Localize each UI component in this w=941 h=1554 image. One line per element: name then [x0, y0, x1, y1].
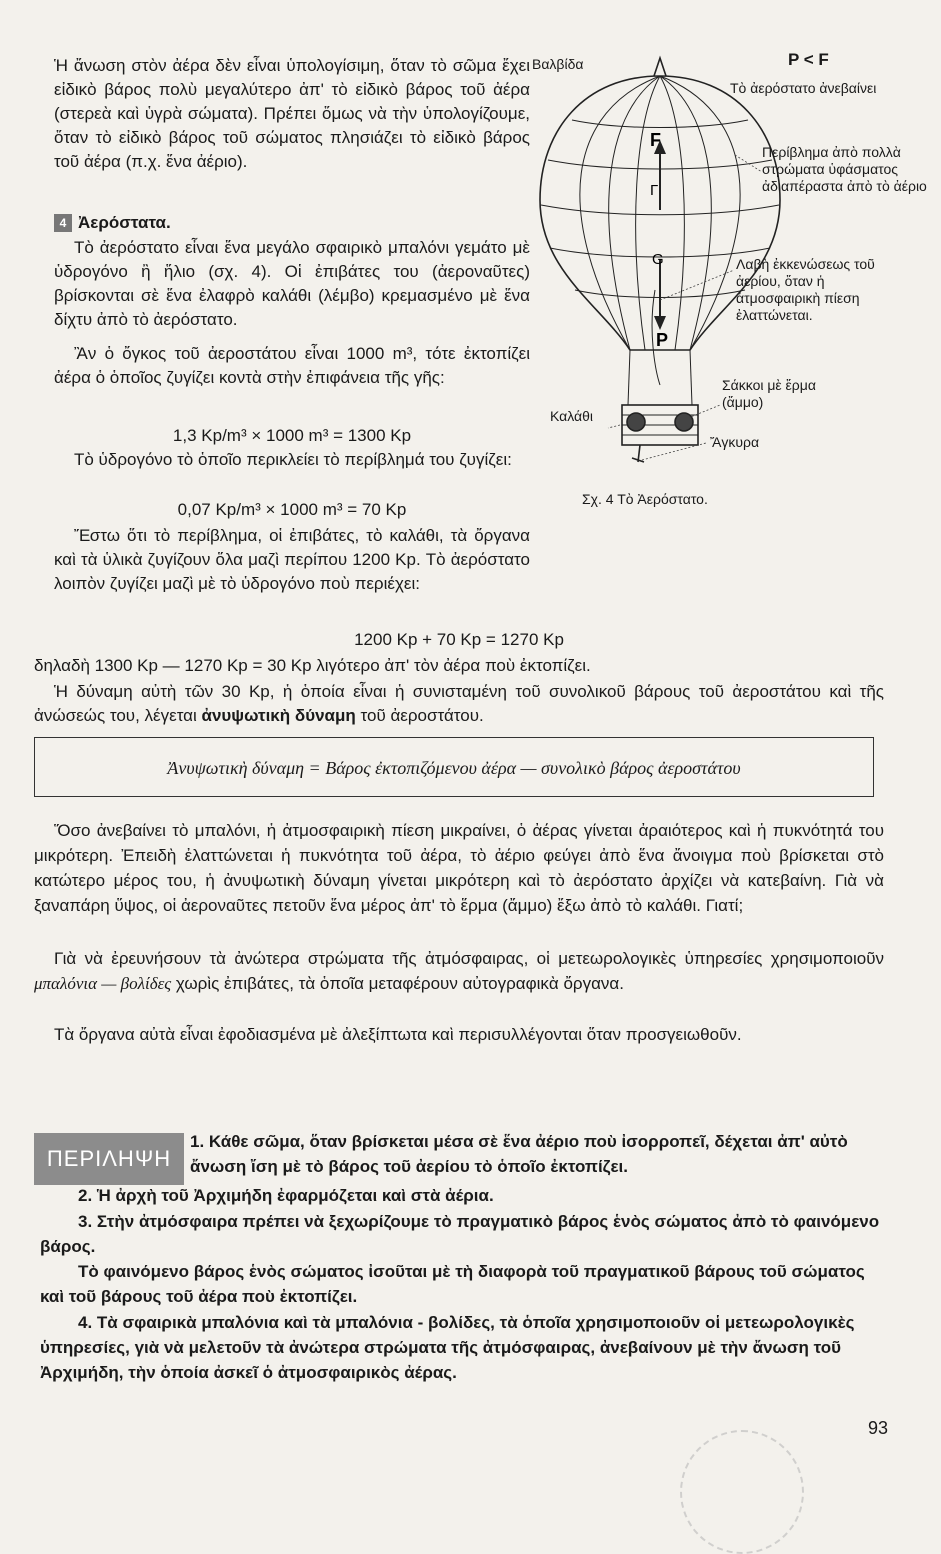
weather-balloons-term: μπαλόνια — βολίδες [34, 974, 172, 993]
envelope-meridian-2 [636, 76, 660, 350]
equation-2: 0,07 Kp/m³ × 1000 m³ = 70 Kp [177, 500, 407, 519]
leader-sandbags [688, 405, 720, 418]
section-paragraph-4: Ἔστω ὅτι τὸ περίβλημα, οἱ ἐπιβάτες, τὸ καλάθι, τὰ ὄργανα καὶ τὰ ὑλικὰ ζυγίζουν ὅλα μαζὶ περίπου 1200 Kp. Τὸ ἀερόστατο λοιπὸν ζυγίζει μαζὶ μὲ τὸ ὑδρογόνο ποὺ περιέχει: [54, 526, 530, 593]
sandbag-left [627, 413, 645, 431]
paragraph-8-text-a: Γιὰ νὰ ἐρευνήσουν τὰ ἀνώτερα στρώματα τῆς ἀτμόσφαιρας, οἱ μετεωρολογικὲς ὑπηρεσίες χρησιμοποιοῦν [54, 949, 884, 968]
section-paragraph-2: Ἂν ὁ ὄγκος τοῦ ἀεροστάτου εἶναι 1000 m³, τότε ἐκτοπίζει ἀέρα ὁ ὁποῖος ζυγίζει κοντὰ στὴν ἐπιφάνεια τῆς γῆς: [54, 344, 530, 387]
weight-arrow-down-head [654, 316, 666, 330]
lift-formula: Ἀνυψωτικὴ δύναμη = Βάρος ἐκτοπιζόμενου ἀέρα — συνολικὸ βάρος ἀεροστάτου [167, 758, 741, 778]
section-number: 4 [54, 214, 72, 232]
envelope-meridian-4 [660, 76, 711, 350]
basket-rope-left [628, 350, 630, 405]
lift-force-term: ἀνυψωτικὴ δύναμη [201, 706, 356, 725]
section-paragraph-1: Τὸ ἀερόστατο εἶναι ἕνα μεγάλο σφαιρικὸ μπαλόνι γεμάτο μὲ ὑδρογόνο ἢ ἥλιο (σχ. 4). Οἱ ἐπιβάτες του (ἀεροναῦτες) βρίσκονται σὲ ἕνα ἐλαφρὸ καλάθι (λέμβο) κρεμασμένο μὲ ἕνα δίχτυ ἀπὸ τὸ ἀερόστατο. [54, 238, 530, 329]
summary-item-4: 4. Τὰ σφαιρικὰ μπαλόνια καὶ τὰ μπαλόνια - βολίδες, τὰ ὁποῖα χρησιμοποιοῦν οἱ μετεωρολογικὲς ὑπηρεσίες, γιὰ νὰ μελετοῦν τὰ ἀνώτερα στρώματα τῆς ἀτμόσφαιρας, ἀνεβαίνουν μὲ τὴν ἄνωση τοῦ Ἀρχιμήδη, τὴν ὁποία ἀσκεῖ ὁ ἀτμοσφαιρικὸς ἀέρας. [40, 1313, 855, 1382]
leader-basket [608, 425, 620, 428]
lift-condition: P < F [788, 50, 829, 69]
section-paragraph-7: Ὅσο ἀνεβαίνει τὸ μπαλόνι, ἡ ἀτμοσφαιρικὴ πίεση μικραίνει, ὁ ἀέρας γίνεται ἀραιότερος καὶ ἡ πυκνότητά του μικρότερη. Ἐπειδὴ ἐλαττώνεται ἡ πυκνότητα τοῦ ἀέρα, τὸ ἀέριο φεύγει ἀπὸ ἕνα ἄνοιγμα ποὺ βρίσκεται στὸ κατώτερο μέρος του, ἡ ἀνυψωτικὴ δύναμη γίνεται μικρότερη καὶ τὸ ἀερόστατο ἀρχίζει νὰ κατεβαίνη. Γιὰ νὰ ξαναπάρη ὕψος, οἱ ἀεροναῦτες πετοῦν ἕνα μέρος ἀπ' τὸ ἕρμα (ἄμμο) ἔξω ἀπὸ τὸ καλάθι. Γιατί; [34, 821, 884, 915]
letter-p: P [656, 330, 669, 350]
letter-f: F [650, 130, 661, 150]
section-paragraph-8 [34, 946, 884, 996]
figure-caption: Σχ. 4 Τὸ Ἀερόστατο. [582, 491, 708, 507]
gas-outlet-label: Λαβὴ ἐκκενώσεως τοῦ ἀερίου, ὅταν ἡ ἀτμοσφαιρικὴ πίεση ἐλαττώνεται. [736, 256, 875, 323]
valve [654, 58, 666, 76]
section-paragraph-5: δηλαδὴ 1300 Kp — 1270 Kp = 30 Kp λιγότερο ἀπ' τὸν ἀέρα ποὺ ἐκτοπίζει. [34, 656, 591, 675]
letter-g: G [652, 251, 664, 268]
anchor-label: Ἄγκυρα [710, 434, 760, 450]
summary-item-3b: Τὸ φαινόμενο βάρος ἑνὸς σώματος ἰσοῦται μὲ τὴ διαφορὰ τοῦ πραγματικοῦ βάρους τοῦ σώματος καὶ τοῦ βάρους τοῦ ἀέρα ποὺ ἐκτοπίζει. [40, 1262, 865, 1306]
leader-outlet [660, 270, 734, 300]
equation-1: 1,3 Kp/m³ × 1000 m³ = 1300 Kp [172, 426, 412, 445]
section-title: Ἀερόστατα. [78, 213, 171, 232]
intro-paragraph: Ἡ ἄνωση στὸν ἀέρα δὲν εἶναι ὑπολογίσιμη, ὅταν τὸ σῶμα ἔχει εἰδικὸ βάρος πολὺ μεγαλύτερο ἀπ' τὸ εἰδικὸ βάρος τοῦ ἀέρα (στερεὰ καὶ ὑγρὰ σώματα). Πρέπει ὅμως νὰ τὴν ὑπολογίζουμε, ὅταν τὸ εἰδικὸ βάρος τοῦ σώματος πλησιάζει τὸ εἰδικὸ βάρος τοῦ ἀέρα (π.χ. ἕνα ἀέριο). [54, 56, 530, 171]
envelope-latitude-1 [572, 120, 748, 128]
paragraph-6-text-a: Ἡ δύναμη αὐτὴ τῶν 30 Kp, ἡ ὁποία εἶναι ἡ συνισταμένη τοῦ συνολικοῦ βάρους τοῦ ἀεροστάτου καὶ τῆς ἀνώσεώς του, λέγεται [34, 682, 884, 725]
summary-item-3: 3. Στὴν ἀτμόσφαιρα πρέπει νὰ ξεχωρίζουμε τὸ πραγματικὸ βάρος ἑνὸς σώματος ἀπὸ τὸ φαινόμενο βάρος. [40, 1212, 880, 1256]
anchor [632, 445, 644, 462]
library-stamp [680, 1430, 804, 1554]
section-heading [54, 211, 530, 235]
summary-tag: ΠΕΡΙΛΗΨΗ [34, 1133, 184, 1185]
envelope-label: Περίβλημα ἀπὸ πολλὰ στρώματα ὑφάσματος ἀδιαπέραστα ἀπὸ τὸ ἀέριο [762, 144, 927, 194]
page-number: 93 [868, 1418, 889, 1438]
paragraph-8-text-b: χωρὶς ἐπιβάτες, τὰ ὁποῖα μεταφέρουν αὐτογραφικὰ ὄργανα. [171, 974, 624, 993]
formula-box [34, 737, 874, 797]
letter-gamma: Γ [650, 182, 659, 199]
basket-rope-right [690, 350, 692, 405]
sandbag-right [675, 413, 693, 431]
paragraph-6-text-b: τοῦ ἀεροστάτου. [355, 706, 484, 725]
summary-item-1: 1. Κάθε σῶμα, ὅταν βρίσκεται μέσα σὲ ἕνα ἀέριο ποὺ ἰσορροπεῖ, δέχεται ἀπ' αὐτὸ ἄνωση ἴση μὲ τὸ βάρος τοῦ ἀερίου τὸ ὁποῖο ἐκτοπίζει. [190, 1132, 848, 1176]
section-paragraph-3: Τὸ ὑδρογόνο τὸ ὁποῖο περικλείει τὸ περίβλημά του ζυγίζει: [74, 450, 512, 469]
envelope-meridian-3 [660, 76, 684, 350]
lift-condition-note: Τὸ ἀερόστατο ἀνεβαίνει [730, 80, 877, 96]
summary-item-2: 2. Ἡ ἀρχὴ τοῦ Ἀρχιμήδη ἐφαρμόζεται καὶ στὰ ἀέρια. [78, 1186, 494, 1205]
section-paragraph-9: Τὰ ὄργανα αὐτὰ εἶναι ἐφοδιασμένα μὲ ἀλεξίπτωτα καὶ περισυλλέγονται ὅταν προσγειωθοῦν. [54, 1025, 742, 1044]
section-paragraph-6 [34, 680, 884, 728]
valve-label: Βαλβίδα [532, 56, 584, 72]
sandbags-label: Σάκκοι μὲ ἕρμα (ἄμμο) [722, 377, 816, 410]
equation-3: 1200 Kp + 70 Kp = 1270 Kp [354, 630, 564, 649]
basket-label: Καλάθι [550, 408, 594, 424]
